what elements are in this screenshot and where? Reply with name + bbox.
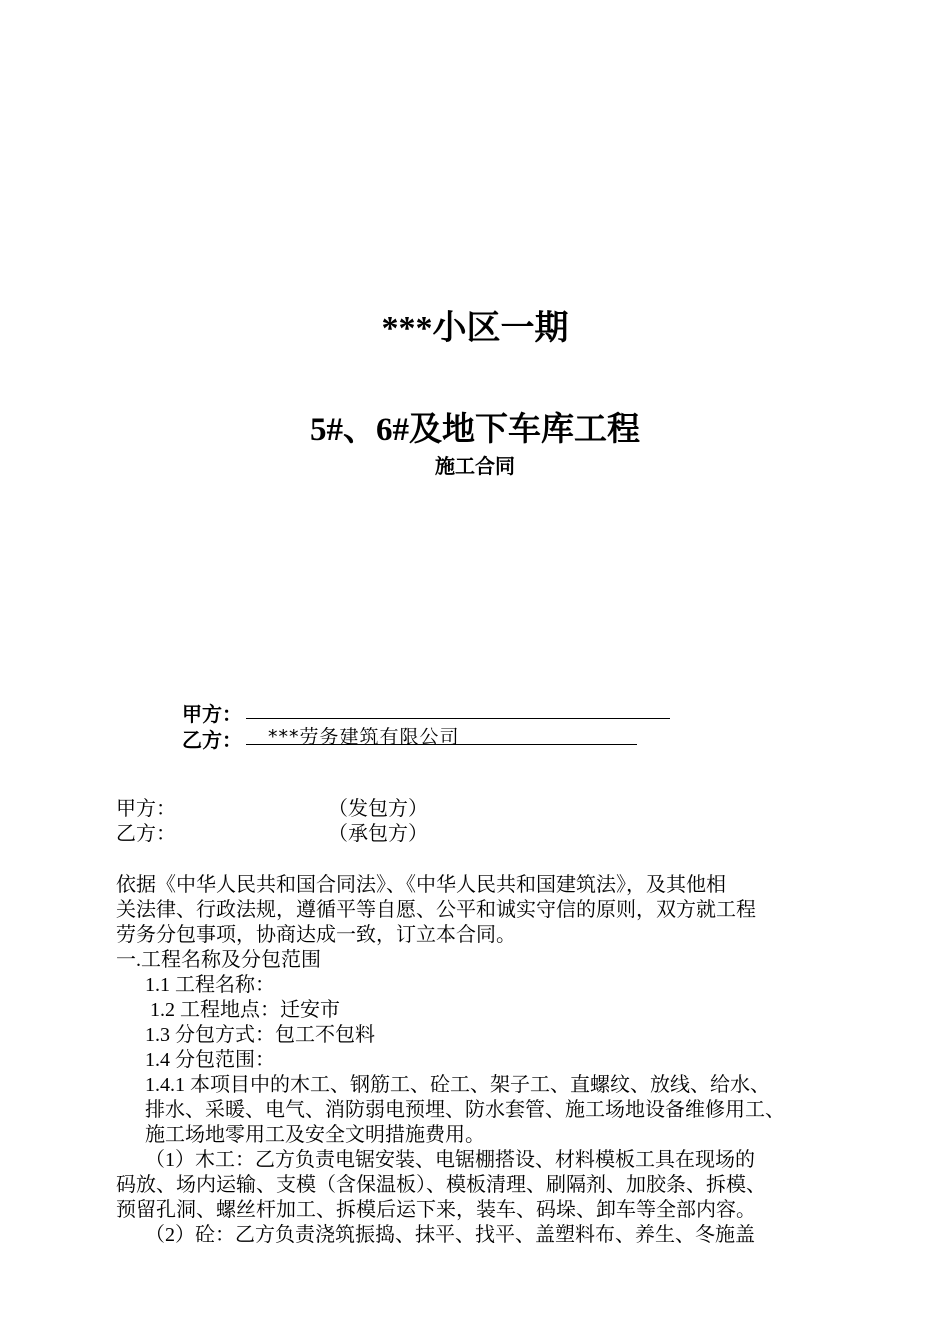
carpentry-line-1: （1）木工：乙方负责电锯安装、电锯棚搭设、材料模板工具在现场的 [145, 1149, 755, 1171]
item-1-4-1-line-3: 施工场地零用工及安全文明措施费用。 [145, 1124, 485, 1146]
cover-title-project: ***小区一期 [381, 310, 569, 347]
intro-party-b-role: （承包方） [328, 823, 428, 845]
cover-title-contract: 施工合同 [435, 456, 515, 478]
item-1-2: 1.2 工程地点：迁安市 [150, 999, 340, 1021]
cover-party-b-value: ***劳务建筑有限公司 [268, 726, 460, 748]
item-1-4-1-line-2: 排水、采暖、电气、消防弱电预埋、防水套管、施工场地设备维修用工、 [145, 1099, 785, 1121]
concrete-line-1: （2）砼：乙方负责浇筑振捣、抹平、找平、盖塑料布、养生、冬施盖 [145, 1224, 755, 1246]
cover-party-a-label: 甲方： [182, 702, 242, 726]
intro-party-a-role: （发包方） [328, 798, 428, 820]
item-1-4: 1.4 分包范围： [145, 1049, 275, 1071]
intro-party-b-label: 乙方： [116, 823, 176, 845]
intro-party-a-label: 甲方： [116, 798, 176, 820]
cover-party-b-label: 乙方： [182, 728, 242, 752]
preamble-line-1: 依据《中华人民共和国合同法》、《中华人民共和国建筑法》，及其他相 [116, 874, 726, 896]
item-1-3: 1.3 分包方式：包工不包料 [145, 1024, 375, 1046]
preamble-line-2: 关法律、行政法规，遵循平等自愿、公平和诚实守信的原则，双方就工程 [116, 899, 756, 921]
preamble-line-3: 劳务分包事项，协商达成一致，订立本合同。 [116, 924, 516, 946]
carpentry-line-3: 预留孔洞、螺丝杆加工、拆模后运下来，装车、码垛、卸车等全部内容。 [116, 1199, 756, 1221]
cover-title-works: 5#、6#及地下车库工程 [310, 412, 640, 448]
cover-party-a-line [246, 718, 670, 719]
item-1-4-1-line-1: 1.4.1 本项目中的木工、钢筋工、砼工、架子工、直螺纹、放线、给水、 [145, 1074, 770, 1096]
item-1-1: 1.1 工程名称： [145, 974, 275, 996]
carpentry-line-2: 码放、场内运输、支模（含保温板）、模板清理、刷隔剂、加胶条、拆模、 [116, 1174, 766, 1196]
section-1-heading: 一.工程名称及分包范围 [116, 949, 321, 971]
